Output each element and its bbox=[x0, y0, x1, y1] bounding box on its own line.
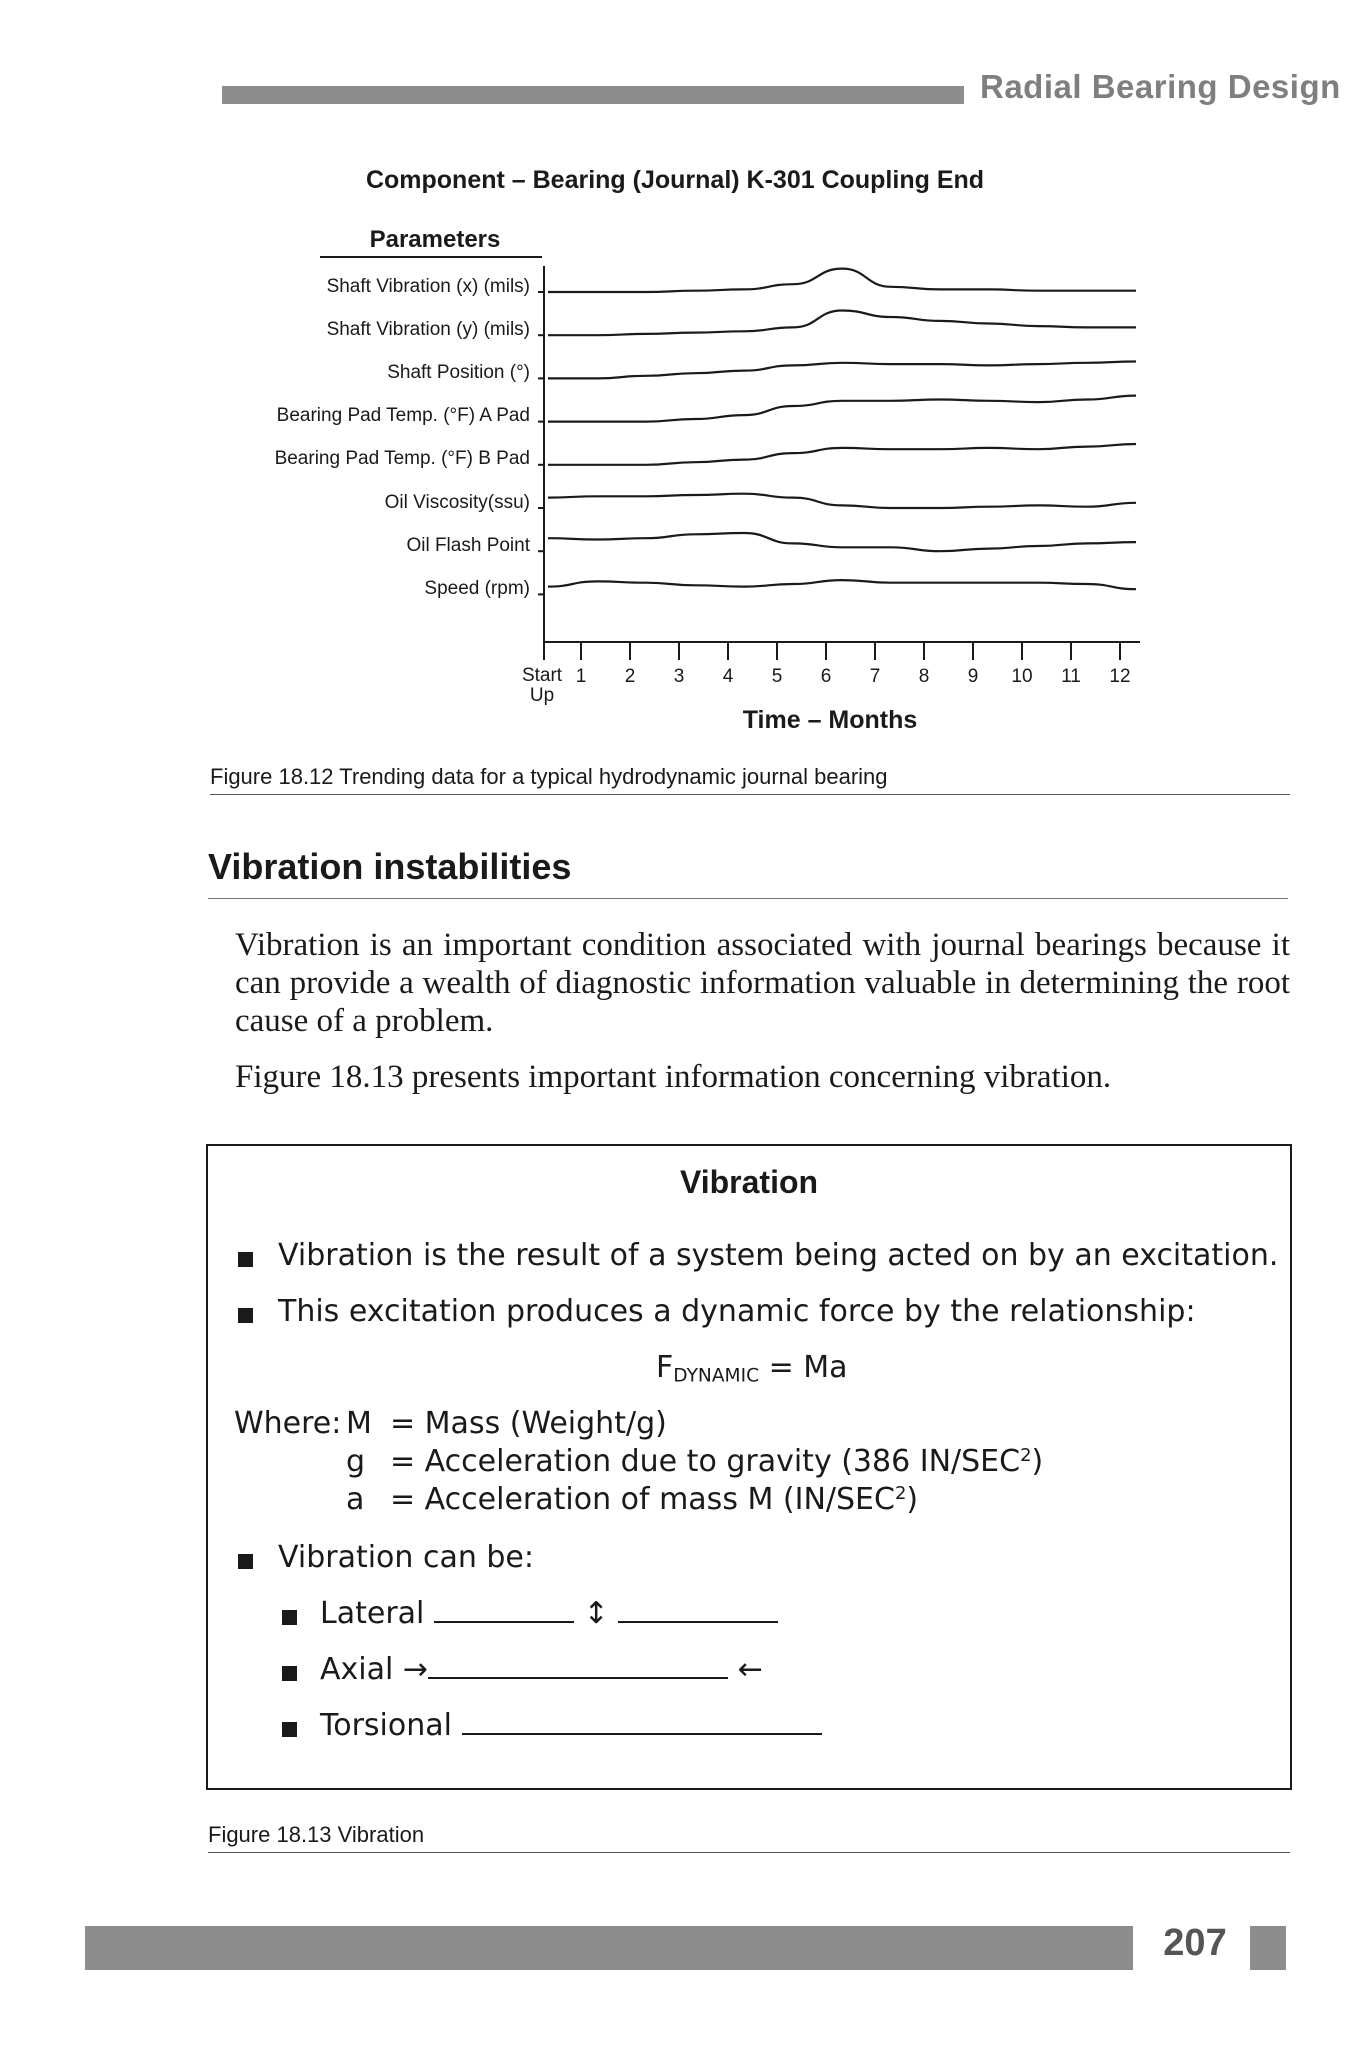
x-tick-label: 2 bbox=[624, 666, 636, 687]
series-line-8 bbox=[548, 580, 1136, 589]
def-text-g-sup: 2 bbox=[1020, 1445, 1032, 1467]
def-text-m-main: = Mass (Weight/g) bbox=[390, 1406, 667, 1441]
param-label-shaft-vibration-x: Shaft Vibration (x) (mils) bbox=[326, 276, 530, 297]
def-text-a-sup: 2 bbox=[894, 1483, 907, 1505]
series-line-1 bbox=[548, 269, 1136, 292]
dynamic-force-formula bbox=[656, 1350, 848, 1387]
footer-rule-bar bbox=[85, 1926, 1133, 1970]
x-tick-label: 3 bbox=[673, 666, 685, 687]
def-text-a-tail: ) bbox=[906, 1482, 919, 1517]
param-label-pad-temp-a: Bearing Pad Temp. (°F) A Pad bbox=[276, 405, 530, 426]
x-tick-label: 9 bbox=[967, 666, 979, 687]
bullet-square-icon bbox=[238, 1554, 253, 1569]
chart-title: Component – Bearing (Journal) K-301 Coupling End bbox=[365, 166, 985, 194]
param-label-speed: Speed (rpm) bbox=[424, 578, 530, 599]
x-tick-label: 6 bbox=[820, 666, 832, 687]
def-text-a-main: = Acceleration of mass M (IN/SEC bbox=[390, 1482, 895, 1517]
def-text-g-main: = Acceleration due to gravity (386 IN/SEC bbox=[390, 1444, 1021, 1479]
series-line-5 bbox=[548, 444, 1136, 465]
running-header-title: Radial Bearing Design bbox=[980, 68, 1341, 105]
vibration-type-lateral bbox=[320, 1596, 778, 1631]
x-tick-label-start-up: Start Up bbox=[521, 665, 563, 706]
type-label-axial: Axial bbox=[320, 1652, 394, 1687]
def-text-m bbox=[390, 1406, 667, 1441]
formula-f: F bbox=[656, 1350, 674, 1385]
parameters-heading: Parameters bbox=[369, 226, 501, 253]
series-line-4 bbox=[548, 396, 1136, 422]
caption-rule bbox=[208, 1852, 1290, 1853]
figure-18-13-caption: Figure 18.13 Vibration bbox=[208, 1822, 425, 1847]
x-tick-label: 1 bbox=[575, 666, 587, 687]
footer-end-block bbox=[1250, 1926, 1286, 1970]
left-arrow-icon: ← bbox=[737, 1652, 763, 1687]
formula-subscript: DYNAMIC bbox=[673, 1365, 760, 1387]
def-text-a bbox=[390, 1482, 918, 1517]
param-label-shaft-position: Shaft Position (°) bbox=[387, 362, 530, 383]
x-tick-label: 5 bbox=[771, 666, 783, 687]
vibration-type-axial bbox=[320, 1652, 763, 1687]
bullet-square-icon bbox=[238, 1308, 253, 1323]
where-label: Where: bbox=[234, 1406, 342, 1441]
x-tick-label: 7 bbox=[869, 666, 881, 687]
series-line-7 bbox=[548, 533, 1136, 551]
bullet-square-icon bbox=[238, 1252, 253, 1267]
param-label-oil-viscosity: Oil Viscosity(ssu) bbox=[384, 492, 530, 513]
axial-line bbox=[428, 1669, 728, 1679]
series-line-2 bbox=[548, 311, 1136, 336]
series-line-3 bbox=[548, 362, 1136, 379]
body-paragraph-2: Figure 18.13 presents important information concerning vibration. bbox=[235, 1059, 1112, 1095]
bullet-square-icon bbox=[282, 1610, 297, 1625]
body-paragraph-1: Vibration is an important condition associated with journal bearings because it can provide a wealth of diagnostic information valuable in determining the root cause of a problem. bbox=[235, 927, 1290, 1039]
torsional-line bbox=[462, 1725, 822, 1735]
x-tick-label: 10 bbox=[1011, 666, 1033, 687]
x-axis-label: Time – Months bbox=[742, 706, 918, 734]
bullet-square-icon bbox=[282, 1722, 297, 1737]
def-text-g bbox=[390, 1444, 1043, 1479]
def-symbol-a: a bbox=[346, 1482, 365, 1517]
param-label-shaft-vibration-y: Shaft Vibration (y) (mils) bbox=[326, 319, 530, 340]
lateral-line-right bbox=[618, 1613, 778, 1623]
param-label-pad-temp-b: Bearing Pad Temp. (°F) B Pad bbox=[274, 448, 530, 469]
x-tick-label: 4 bbox=[722, 666, 734, 687]
trending-chart bbox=[0, 0, 1350, 720]
lateral-line-left bbox=[434, 1613, 574, 1623]
def-symbol-m: M bbox=[346, 1406, 372, 1441]
figure-18-12-caption: Figure 18.12 Trending data for a typical hydrodynamic journal bearing bbox=[210, 764, 888, 789]
right-arrow-icon: → bbox=[402, 1652, 429, 1687]
section-rule bbox=[208, 898, 1288, 899]
param-label-oil-flash-point: Oil Flash Point bbox=[406, 535, 530, 556]
caption-rule bbox=[210, 794, 1290, 795]
bullet-text-1: Vibration is the result of a system being acted on by an excitation. bbox=[278, 1238, 1279, 1273]
vibration-box-title: Vibration bbox=[679, 1164, 819, 1200]
bullet-square-icon bbox=[282, 1666, 297, 1681]
vibration-type-torsional bbox=[320, 1708, 822, 1743]
def-text-g-tail: ) bbox=[1031, 1444, 1044, 1479]
type-label-lateral: Lateral bbox=[320, 1596, 425, 1631]
type-label-torsional: Torsional bbox=[320, 1708, 452, 1743]
bullet-text-2: This excitation produces a dynamic force by the relationship: bbox=[278, 1294, 1196, 1329]
x-tick-label: 12 bbox=[1109, 666, 1131, 687]
def-symbol-g: g bbox=[346, 1444, 366, 1479]
updown-arrow-icon: ↕ bbox=[583, 1596, 609, 1631]
page-number: 207 bbox=[1163, 1922, 1227, 1964]
x-tick-label: 8 bbox=[918, 666, 930, 687]
formula-rhs: = Ma bbox=[759, 1350, 848, 1385]
bullet-text-3: Vibration can be: bbox=[278, 1540, 534, 1575]
section-heading: Vibration instabilities bbox=[208, 846, 572, 887]
series-line-6 bbox=[548, 494, 1136, 508]
x-tick-label: 11 bbox=[1061, 666, 1081, 687]
